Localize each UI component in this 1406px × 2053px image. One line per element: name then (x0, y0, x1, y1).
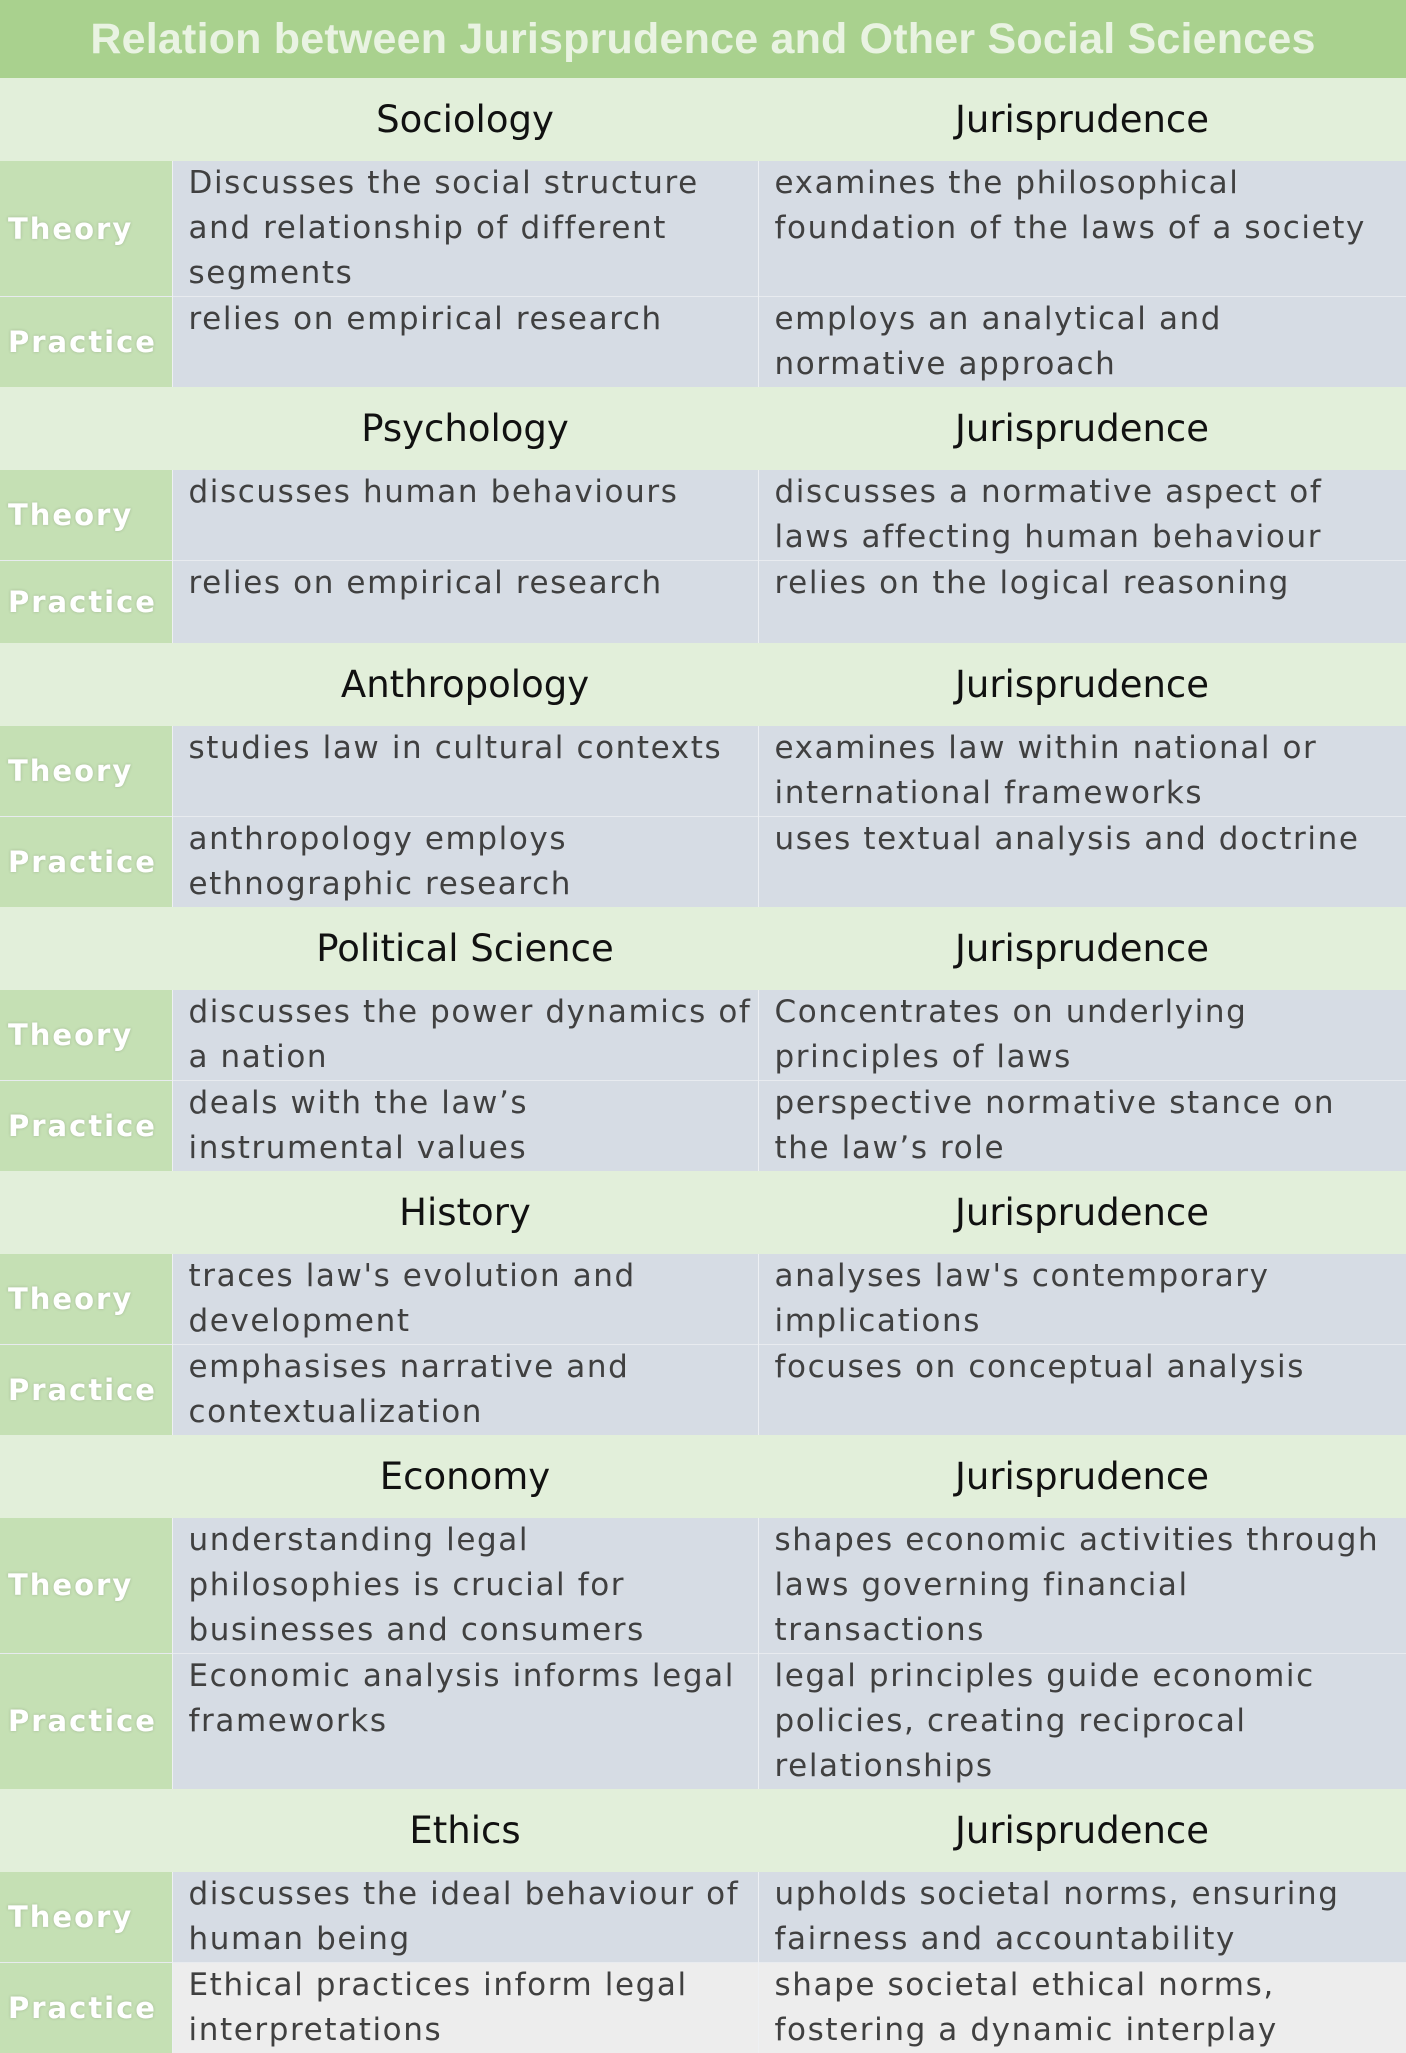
practice-jurisprudence-cell: perspective normative stance on the law’s role (758, 1080, 1406, 1171)
subject-heading: Political Science (172, 907, 758, 990)
theory-label: Theory (0, 1872, 172, 1963)
section-header-sociology (0, 78, 1406, 161)
jurisprudence-heading: Jurisprudence (758, 387, 1406, 470)
section-header-blank (0, 907, 172, 990)
practice-label: Practice (0, 1962, 172, 2053)
practice-label: Practice (0, 1653, 172, 1789)
practice-label: Practice (0, 297, 172, 388)
theory-label: Theory (0, 470, 172, 561)
theory-jurisprudence-cell: examines the philosophical foundation of the laws of a society (758, 161, 1406, 297)
practice-jurisprudence-cell: relies on the logical reasoning (758, 561, 1406, 643)
theory-jurisprudence-cell: analyses law's contemporary implications (758, 1254, 1406, 1345)
subject-heading: Anthropology (172, 643, 758, 726)
theory-jurisprudence-cell: shapes economic activities through laws governing financial transactions (758, 1518, 1406, 1654)
section-header-psychology (0, 387, 1406, 470)
jurisprudence-heading: Jurisprudence (758, 1435, 1406, 1518)
practice-row-political-science (0, 1080, 1406, 1171)
jurisprudence-heading: Jurisprudence (758, 1789, 1406, 1872)
subject-heading: Sociology (172, 78, 758, 161)
theory-row-psychology (0, 470, 1406, 561)
practice-subject-cell: emphasises narrative and contextualization (172, 1344, 758, 1435)
subject-heading: Economy (172, 1435, 758, 1518)
subject-heading: Ethics (172, 1789, 758, 1872)
practice-label: Practice (0, 1080, 172, 1171)
theory-jurisprudence-cell: Concentrates on underlying principles of laws (758, 990, 1406, 1081)
theory-row-anthropology (0, 726, 1406, 817)
section-header-anthropology (0, 643, 1406, 726)
page-title: Relation between Jurisprudence and Other Social Sciences (0, 0, 1406, 78)
section-header-blank (0, 1171, 172, 1254)
comparison-table (0, 78, 1406, 2053)
jurisprudence-heading: Jurisprudence (758, 1171, 1406, 1254)
theory-subject-cell: discusses the ideal behaviour of human being (172, 1872, 758, 1963)
practice-row-psychology (0, 561, 1406, 643)
practice-subject-cell: Economic analysis informs legal frameworks (172, 1653, 758, 1789)
theory-subject-cell: studies law in cultural contexts (172, 726, 758, 817)
theory-label: Theory (0, 161, 172, 297)
practice-label: Practice (0, 816, 172, 907)
practice-jurisprudence-cell: focuses on conceptual analysis (758, 1344, 1406, 1435)
theory-subject-cell: Discusses the social structure and relationship of different segments (172, 161, 758, 297)
theory-jurisprudence-cell: examines law within national or international frameworks (758, 726, 1406, 817)
practice-subject-cell: relies on empirical research (172, 297, 758, 388)
jurisprudence-heading: Jurisprudence (758, 643, 1406, 726)
jurisprudence-heading: Jurisprudence (758, 907, 1406, 990)
practice-row-sociology (0, 297, 1406, 388)
practice-row-ethics (0, 1962, 1406, 2053)
section-header-political-science (0, 907, 1406, 990)
practice-jurisprudence-cell: legal principles guide economic policies, creating reciprocal relationships (758, 1653, 1406, 1789)
subject-heading: History (172, 1171, 758, 1254)
section-header-blank (0, 1435, 172, 1518)
theory-jurisprudence-cell: upholds societal norms, ensuring fairness and accountability (758, 1872, 1406, 1963)
theory-label: Theory (0, 990, 172, 1081)
practice-jurisprudence-cell: uses textual analysis and doctrine (758, 816, 1406, 907)
section-header-blank (0, 1789, 172, 1872)
theory-subject-cell: discusses the power dynamics of a nation (172, 990, 758, 1081)
practice-jurisprudence-cell: shape societal ethical norms, fostering a dynamic interplay (758, 1962, 1406, 2053)
practice-subject-cell: anthropology employs ethnographic research (172, 816, 758, 907)
theory-label: Theory (0, 1518, 172, 1654)
practice-row-history (0, 1344, 1406, 1435)
theory-subject-cell: discusses human behaviours (172, 470, 758, 561)
theory-subject-cell: traces law's evolution and development (172, 1254, 758, 1345)
practice-subject-cell: Ethical practices inform legal interpretations (172, 1962, 758, 2053)
practice-row-anthropology (0, 816, 1406, 907)
section-header-history (0, 1171, 1406, 1254)
practice-row-economy (0, 1653, 1406, 1789)
practice-jurisprudence-cell: employs an analytical and normative approach (758, 297, 1406, 388)
practice-label: Practice (0, 1344, 172, 1435)
theory-subject-cell: understanding legal philosophies is crucial for businesses and consumers (172, 1518, 758, 1654)
section-header-blank (0, 78, 172, 161)
theory-row-sociology (0, 161, 1406, 297)
practice-subject-cell: deals with the law’s instrumental values (172, 1080, 758, 1171)
theory-row-economy (0, 1518, 1406, 1654)
section-header-ethics (0, 1789, 1406, 1872)
jurisprudence-heading: Jurisprudence (758, 78, 1406, 161)
section-header-blank (0, 387, 172, 470)
theory-row-ethics (0, 1872, 1406, 1963)
theory-jurisprudence-cell: discusses a normative aspect of laws affecting human behaviour (758, 470, 1406, 561)
section-header-economy (0, 1435, 1406, 1518)
theory-label: Theory (0, 726, 172, 817)
theory-row-political-science (0, 990, 1406, 1081)
subject-heading: Psychology (172, 387, 758, 470)
section-header-blank (0, 643, 172, 726)
practice-subject-cell: relies on empirical research (172, 561, 758, 643)
theory-row-history (0, 1254, 1406, 1345)
practice-label: Practice (0, 561, 172, 643)
theory-label: Theory (0, 1254, 172, 1345)
